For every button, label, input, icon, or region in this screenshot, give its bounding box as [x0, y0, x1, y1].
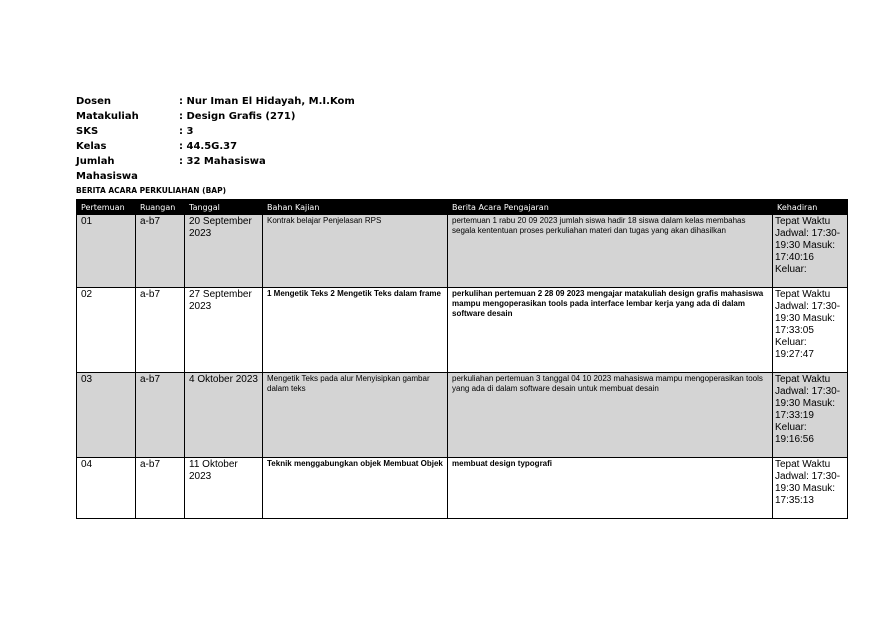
info-row-jumlah: [76, 154, 355, 184]
matakuliah-label: Matakuliah: [76, 111, 139, 122]
info-row-matakuliah: [76, 109, 355, 124]
cell-berita-acara: perkulihan pertemuan 2 28 09 2023 mengajar matakuliah design grafis mahasiswa mampu mengoperasikan tools pada interface lembar kerja yang ada di dalam software desain: [448, 288, 773, 373]
jumlah-label: Jumlah Mahasiswa: [76, 156, 138, 182]
info-row-dosen: [76, 94, 355, 109]
cell-pertemuan: 04: [77, 458, 136, 519]
header-berita-acara: Berita Acara Pengajaran: [448, 200, 773, 215]
cell-berita-acara: pertemuan 1 rabu 20 09 2023 jumlah siswa hadir 18 siswa dalam kelas membahas segala kententuan proses perkuliahan materi dan tugas yang akan dihasilkan: [448, 215, 773, 288]
cell-tanggal: 11 Oktober 2023: [185, 458, 263, 519]
cell-ruangan: a-b7: [136, 458, 185, 519]
cell-berita-acara: membuat design typografi: [448, 458, 773, 519]
header-kehadiran: Kehadiran: [773, 200, 848, 215]
kehadiran-text: Tepat Waktu Jadwal: 17:30-19:30 Masuk: 17:40:16 Keluar:: [775, 216, 841, 275]
cell-pertemuan: 01: [77, 215, 136, 288]
sks-label: SKS: [76, 126, 99, 137]
kehadiran-text: Tepat Waktu Jadwal: 17:30-19:30 Masuk: 17:33:19 Keluar: 19:16:56: [775, 374, 841, 445]
header-ruangan: Ruangan: [136, 200, 185, 215]
cell-bahan-kajian: Kontrak belajar Penjelasan RPS: [263, 215, 448, 288]
table-row: [77, 458, 848, 519]
course-info: [76, 94, 355, 184]
cell-kehadiran: [773, 458, 848, 519]
cell-kehadiran: [773, 373, 848, 458]
kelas-value: : 44.5G.37: [179, 141, 238, 152]
cell-bahan-kajian: Mengetik Teks pada alur Menyisipkan gambar dalam teks: [263, 373, 448, 458]
cell-ruangan: a-b7: [136, 373, 185, 458]
jumlah-value: : 32 Mahasiswa: [179, 156, 266, 167]
kelas-label: Kelas: [76, 141, 107, 152]
cell-tanggal: 20 September 2023: [185, 215, 263, 288]
cell-tanggal: 4 Oktober 2023: [185, 373, 263, 458]
cell-bahan-kajian: Teknik menggabungkan objek Membuat Objek: [263, 458, 448, 519]
section-title: BERITA ACARA PERKULIAHAN (BAP): [76, 186, 227, 195]
sks-value: : 3: [179, 126, 194, 137]
cell-pertemuan: 03: [77, 373, 136, 458]
info-row-sks: [76, 124, 355, 139]
table-header-row: [77, 200, 848, 215]
cell-ruangan: a-b7: [136, 215, 185, 288]
cell-berita-acara: perkuliahan pertemuan 3 tanggal 04 10 2023 mahasiswa mampu mengoperasikan tools yang ada di dalam software desain untuk membuat desain: [448, 373, 773, 458]
dosen-label: Dosen: [76, 96, 112, 107]
cell-kehadiran: [773, 288, 848, 373]
table-row: [77, 373, 848, 458]
cell-ruangan: a-b7: [136, 288, 185, 373]
matakuliah-value: : Design Grafis (271): [179, 111, 296, 122]
table-row: [77, 288, 848, 373]
kehadiran-text: Tepat Waktu Jadwal: 17:30-19:30 Masuk: 17:35:13: [775, 459, 841, 506]
cell-bahan-kajian: 1 Mengetik Teks 2 Mengetik Teks dalam frame: [263, 288, 448, 373]
header-tanggal: Tanggal: [185, 200, 263, 215]
header-pertemuan: Pertemuan: [77, 200, 136, 215]
cell-kehadiran: [773, 215, 848, 288]
header-bahan-kajian: Bahan Kajian: [263, 200, 448, 215]
cell-tanggal: 27 September 2023: [185, 288, 263, 373]
kehadiran-text: Tepat Waktu Jadwal: 17:30-19:30 Masuk: 17:33:05 Keluar: 19:27:47: [775, 289, 841, 360]
info-row-kelas: [76, 139, 355, 154]
table-row: [77, 215, 848, 288]
cell-pertemuan: 02: [77, 288, 136, 373]
dosen-value: : Nur Iman El Hidayah, M.I.Kom: [179, 96, 355, 107]
bap-table: [76, 199, 848, 519]
